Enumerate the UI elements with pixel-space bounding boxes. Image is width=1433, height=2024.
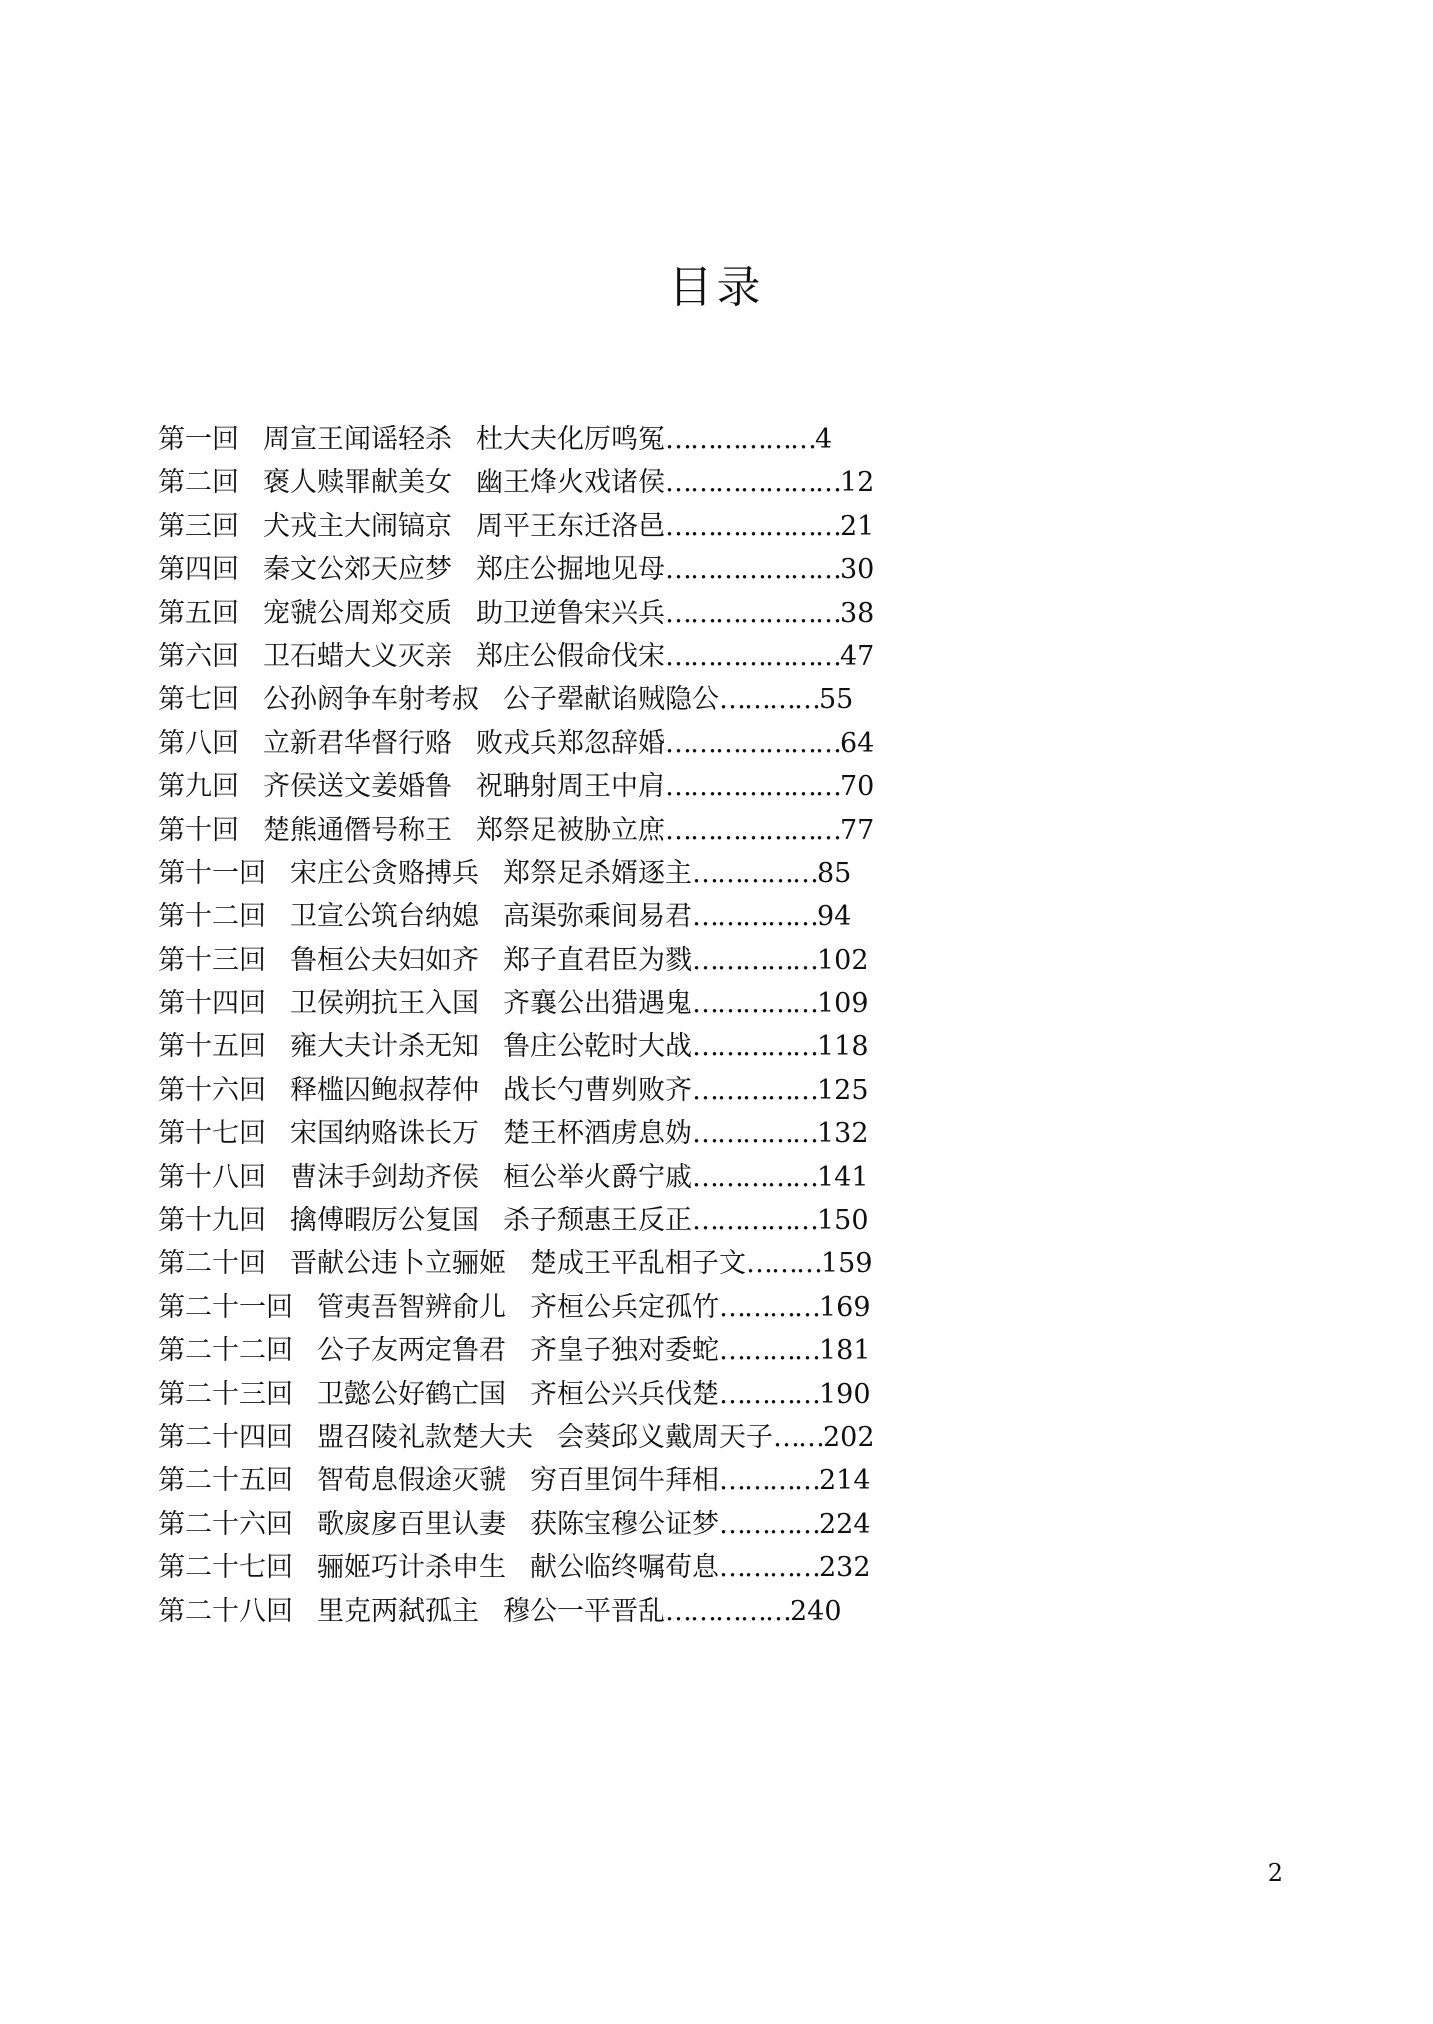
table-of-contents [158,418,948,1633]
entry-page-number: 85 [817,857,852,889]
entry-page-number: 118 [817,1031,869,1063]
toc-entry[interactable] [158,895,948,938]
chapter-title-second: 齐皇子独对委蛇 [530,1335,719,1367]
toc-entry[interactable] [158,1156,948,1199]
toc-entry[interactable] [158,592,948,635]
chapter-title-second: 齐桓公兴兵伐楚 [530,1378,719,1410]
chapter-title-second: 楚成王平乱相子文 [530,1248,746,1280]
chapter-number: 第七回 [158,684,239,716]
leader-dots: ………………… [665,640,840,672]
chapter-title-second: 郑庄公掘地见母 [476,554,665,586]
chapter-title-second: 败戎兵郑忽辞婚 [476,727,665,759]
entry-page-number: 150 [817,1205,869,1237]
entry-page-number: 21 [840,510,875,542]
toc-entry[interactable] [158,1112,948,1155]
chapter-number: 第十回 [158,814,239,846]
chapter-number: 第八回 [158,727,239,759]
chapter-title-second: 楚王杯酒虏息妫 [503,1118,692,1150]
entry-page-number: 224 [819,1508,871,1540]
entry-page-number: 64 [840,727,875,759]
chapter-title-first: 卫懿公好鹤亡国 [317,1378,506,1410]
chapter-title-first: 犬戎主大闹镐京 [263,510,452,542]
chapter-number: 第十五回 [158,1031,266,1063]
toc-entry[interactable] [158,1459,948,1502]
toc-entry[interactable] [158,635,948,678]
entry-page-number: 70 [840,771,875,803]
toc-entry[interactable] [158,939,948,982]
chapter-title-first: 盟召陵礼款楚大夫 [317,1421,533,1453]
toc-entry[interactable] [158,418,948,461]
entry-page-number: 109 [817,988,869,1020]
entry-page-number: 30 [840,554,875,586]
chapter-number: 第二十八回 [158,1595,293,1627]
leader-dots: ……… [746,1248,821,1280]
chapter-number: 第二十四回 [158,1421,293,1453]
toc-entry[interactable] [158,1025,948,1068]
leader-dots: ………………… [665,814,840,846]
toc-entry[interactable] [158,1242,948,1285]
entry-page-number: 214 [819,1465,871,1497]
chapter-title-second: 郑庄公假命伐宋 [476,640,665,672]
chapter-title-second: 齐襄公出猎遇鬼 [503,988,692,1020]
chapter-title-first: 周宣王闻谣轻杀 [263,424,452,455]
chapter-number: 第十八回 [158,1161,266,1193]
leader-dots: ………………… [665,597,840,629]
toc-entry[interactable] [158,1590,948,1633]
chapter-title-second: 穷百里饲牛拜相 [530,1465,719,1497]
toc-entry[interactable] [158,461,948,504]
toc-entry[interactable] [158,809,948,852]
entry-page-number: 4 [815,424,833,455]
chapter-title-first: 里克两弑孤主 [317,1595,479,1627]
entry-page-number: 232 [819,1552,871,1584]
chapter-title-second: 穆公一平晋乱 [503,1595,665,1627]
leader-dots: ………… [719,1508,819,1540]
toc-entry[interactable] [158,1069,948,1112]
chapter-title-second: 杀子颓惠王反正 [503,1205,692,1237]
entry-page-number: 240 [790,1595,842,1627]
entry-page-number: 47 [840,640,875,672]
chapter-number: 第十三回 [158,944,266,976]
chapter-title-second: 献公临终嘱荀息 [530,1552,719,1584]
chapter-title-first: 释槛囚鲍叔荐仲 [290,1074,479,1106]
chapter-number: 第十二回 [158,901,266,933]
entry-page-number: 159 [821,1248,873,1280]
toc-entry[interactable] [158,765,948,808]
chapter-title-second: 郑祭足被胁立庶 [476,814,665,846]
chapter-number: 第二十七回 [158,1552,293,1584]
chapter-title-first: 卫侯朔抗王入国 [290,988,479,1020]
leader-dots: ……………… [665,424,815,455]
chapter-title-second: 齐桓公兵定孤竹 [530,1291,719,1323]
chapter-title-first: 公孙阏争车射考叔 [263,684,479,716]
toc-entry[interactable] [158,722,948,765]
chapter-number: 第一回 [158,424,239,455]
entry-page-number: 94 [817,901,852,933]
toc-entry[interactable] [158,548,948,591]
leader-dots: ………………… [665,771,840,803]
chapter-title-second: 助卫逆鲁宋兴兵 [476,597,665,629]
chapter-number: 第十六回 [158,1074,266,1106]
page-title: 目录 [668,262,765,313]
chapter-title-first: 宠虢公周郑交质 [263,597,452,629]
leader-dots: …………… [692,944,817,976]
entry-page-number: 55 [819,684,854,716]
toc-entry[interactable] [158,852,948,895]
chapter-title-first: 立新君华督行赂 [263,727,452,759]
toc-entry[interactable] [158,1329,948,1372]
leader-dots: …… [773,1421,823,1453]
toc-entry[interactable] [158,1373,948,1416]
chapter-title-second: 杜大夫化厉鸣冤 [476,424,665,455]
leader-dots: ………… [719,684,819,716]
chapter-number: 第四回 [158,554,239,586]
entry-page-number: 102 [817,944,869,976]
leader-dots: ………… [719,1552,819,1584]
chapter-number: 第九回 [158,771,239,803]
leader-dots: ………………… [665,467,840,499]
leader-dots: …………… [692,1118,817,1150]
chapter-number: 第二十回 [158,1248,266,1280]
chapter-title-first: 宋庄公贪赂搏兵 [290,857,479,889]
chapter-number: 第十一回 [158,857,266,889]
chapter-title-first: 褒人赎罪献美女 [263,467,452,499]
chapter-title-first: 卫宣公筑台纳媳 [290,901,479,933]
entry-page-number: 169 [819,1291,871,1323]
toc-entry[interactable] [158,1286,948,1329]
leader-dots: ………… [719,1291,819,1323]
entry-page-number: 12 [840,467,875,499]
chapter-number: 第二十五回 [158,1465,293,1497]
chapter-title-first: 卫石蜡大义灭亲 [263,640,452,672]
toc-entry[interactable] [158,1199,948,1242]
chapter-title-first: 曹沫手剑劫齐侯 [290,1161,479,1193]
toc-entry[interactable] [158,1503,948,1546]
chapter-number: 第二十二回 [158,1335,293,1367]
chapter-title-first: 雍大夫计杀无知 [290,1031,479,1063]
chapter-title-first: 晋献公违卜立骊姬 [290,1248,506,1280]
leader-dots: ………………… [665,510,840,542]
chapter-number: 第二十三回 [158,1378,293,1410]
chapter-title-first: 齐侯送文姜婚鲁 [263,771,452,803]
chapter-number: 第二十六回 [158,1508,293,1540]
chapter-title-second: 祝聃射周王中肩 [476,771,665,803]
chapter-number: 第六回 [158,640,239,672]
chapter-title-second: 获陈宝穆公证梦 [530,1508,719,1540]
entry-page-number: 125 [817,1074,869,1106]
leader-dots: ………………… [665,727,840,759]
chapter-title-first: 歌扊扅百里认妻 [317,1508,506,1540]
leader-dots: ………………… [665,554,840,586]
chapter-title-second: 公子翚献谄贼隐公 [503,684,719,716]
leader-dots: ………… [719,1378,819,1410]
chapter-number: 第十九回 [158,1205,266,1237]
chapter-title-second: 幽王烽火戏诸侯 [476,467,665,499]
entry-page-number: 202 [823,1421,875,1453]
chapter-title-second: 会葵邱义戴周天子 [557,1421,773,1453]
chapter-title-first: 秦文公郊天应梦 [263,554,452,586]
entry-page-number: 38 [840,597,875,629]
leader-dots: …………… [692,1031,817,1063]
chapter-title-first: 宋国纳赂诛长万 [290,1118,479,1150]
entry-page-number: 141 [817,1161,869,1193]
entry-page-number: 181 [819,1335,871,1367]
chapter-title-second: 高渠弥乘间易君 [503,901,692,933]
chapter-number: 第二回 [158,467,239,499]
leader-dots: ………… [719,1335,819,1367]
chapter-title-first: 鲁桓公夫妇如齐 [290,944,479,976]
chapter-title-second: 战长勺曹刿败齐 [503,1074,692,1106]
leader-dots: …………… [692,857,817,889]
chapter-title-first: 楚熊通僭号称王 [263,814,452,846]
page-number: 2 [1267,1859,1283,1887]
chapter-title-second: 郑子直君臣为戮 [503,944,692,976]
chapter-title-second: 桓公举火爵宁戚 [503,1161,692,1193]
leader-dots: …………… [692,1074,817,1106]
chapter-number: 第十四回 [158,988,266,1020]
chapter-title-first: 管夷吾智辨俞儿 [317,1291,506,1323]
chapter-title-first: 公子友两定鲁君 [317,1335,506,1367]
entry-page-number: 132 [817,1118,869,1150]
leader-dots: …………… [692,901,817,933]
leader-dots: …………… [665,1595,790,1627]
chapter-number: 第五回 [158,597,239,629]
chapter-title-second: 周平王东迁洛邑 [476,510,665,542]
toc-entry[interactable] [158,1416,948,1459]
chapter-title-second: 鲁庄公乾时大战 [503,1031,692,1063]
leader-dots: …………… [692,988,817,1020]
leader-dots: …………… [692,1161,817,1193]
leader-dots: …………… [692,1205,817,1237]
chapter-number: 第三回 [158,510,239,542]
chapter-title-first: 擒傅暇厉公复国 [290,1205,479,1237]
chapter-number: 第二十一回 [158,1291,293,1323]
toc-entry[interactable] [158,505,948,548]
leader-dots: ………… [719,1465,819,1497]
chapter-title-first: 骊姬巧计杀申生 [317,1552,506,1584]
entry-page-number: 77 [840,814,875,846]
entry-page-number: 190 [819,1378,871,1410]
toc-entry[interactable] [158,1546,948,1589]
chapter-title-first: 智荀息假途灭虢 [317,1465,506,1497]
toc-entry[interactable] [158,678,948,721]
chapter-title-second: 郑祭足杀婿逐主 [503,857,692,889]
toc-entry[interactable] [158,982,948,1025]
chapter-number: 第十七回 [158,1118,266,1150]
